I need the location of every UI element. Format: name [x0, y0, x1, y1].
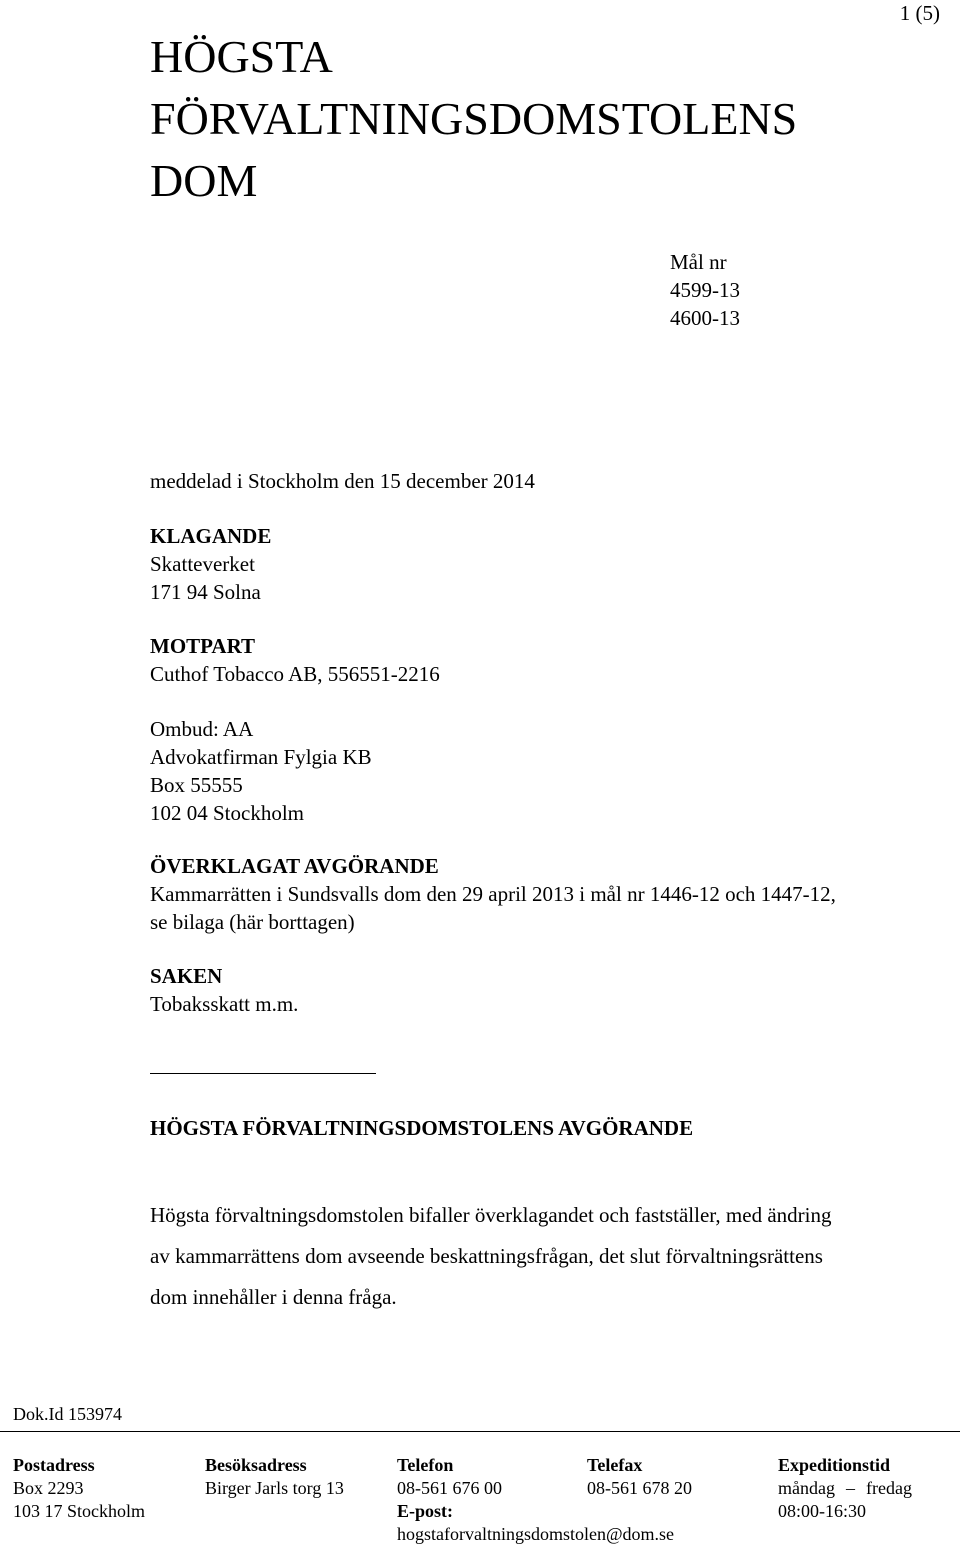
footer-phone-heading: Telefon	[397, 1455, 454, 1475]
footer-hours-days	[778, 1477, 912, 1500]
announcement: meddelad i Stockholm den 15 december 2014	[150, 469, 535, 493]
court-title-line-3: DOM	[150, 155, 258, 206]
case-number-1: 4599-13	[670, 278, 740, 302]
footer-postal-column	[13, 1454, 145, 1523]
representative-line-1: Ombud: AA	[150, 717, 254, 741]
representative-section	[150, 715, 372, 827]
footer-postal-heading: Postadress	[13, 1455, 95, 1475]
document-id: Dok.Id 153974	[13, 1404, 122, 1424]
footer-postal-line-2: 103 17 Stockholm	[13, 1501, 146, 1521]
appellant-name: Skatteverket	[150, 552, 255, 576]
ruling-line-1: Högsta förvaltningsdomstolen bifaller överklagandet och fastställer, med ändring	[150, 1203, 832, 1227]
matter-heading: SAKEN	[150, 964, 223, 988]
ruling-line-2: av kammarrättens dom avseende beskattningsfrågan, det slut förvaltningsrättens	[150, 1244, 823, 1268]
appealed-decision-heading: ÖVERKLAGAT AVGÖRANDE	[150, 854, 439, 878]
ruling-line-3: dom innehåller i denna fråga.	[150, 1285, 397, 1309]
section-separator	[150, 1073, 376, 1074]
appellant-heading: KLAGANDE	[150, 524, 272, 548]
footer-visiting-column	[205, 1454, 344, 1500]
footer-hours-day-to: fredag	[866, 1478, 912, 1498]
court-title-line-1: HÖGSTA	[150, 31, 333, 82]
appealed-decision-line-2: se bilaga (här borttagen)	[150, 910, 355, 934]
footer-visiting-heading: Besöksadress	[205, 1455, 307, 1475]
representative-line-2: Advokatfirman Fylgia KB	[150, 745, 372, 769]
representative-line-4: 102 04 Stockholm	[150, 801, 305, 825]
footer-divider	[0, 1431, 960, 1432]
representative-line-3: Box 55555	[150, 773, 243, 797]
footer-fax-number: 08-561 678 20	[587, 1478, 692, 1498]
case-number-2: 4600-13	[670, 306, 740, 330]
footer-hours-heading: Expeditionstid	[778, 1455, 891, 1475]
footer-email-label: E-post:	[397, 1501, 454, 1521]
counterparty-section	[150, 632, 440, 688]
court-title	[150, 26, 950, 212]
footer-fax-heading: Telefax	[587, 1455, 643, 1475]
case-number-block	[670, 248, 740, 332]
footer-email-link[interactable]: hogstaforvaltningsdomstolen@dom.se	[397, 1524, 675, 1544]
footer-hours-time: 08:00-16:30	[778, 1501, 866, 1521]
appellant-section	[150, 522, 271, 606]
footer-hours-column	[778, 1454, 912, 1523]
ruling-text	[150, 1195, 940, 1318]
appealed-decision-line-1: Kammarrätten i Sundsvalls dom den 29 april 2013 i mål nr 1446-12 och 1447-12,	[150, 882, 836, 906]
counterparty-heading: MOTPART	[150, 634, 256, 658]
page-number: 1 (5)	[899, 1, 940, 25]
appellant-address: 171 94 Solna	[150, 580, 261, 604]
case-number-label: Mål nr	[670, 250, 727, 274]
footer-visiting-line-1: Birger Jarls torg 13	[205, 1478, 344, 1498]
footer-hours-dash: –	[846, 1478, 855, 1498]
appealed-decision-section	[150, 852, 836, 936]
footer-postal-line-1: Box 2293	[13, 1478, 84, 1498]
footer-hours-day-from: måndag	[778, 1478, 835, 1498]
counterparty-name: Cuthof Tobacco AB, 556551-2216	[150, 662, 440, 686]
ruling-heading: HÖGSTA FÖRVALTNINGSDOMSTOLENS AVGÖRANDE	[150, 1116, 694, 1140]
court-title-line-2: FÖRVALTNINGSDOMSTOLENS	[150, 93, 798, 144]
footer-phone-number: 08-561 676 00	[397, 1478, 502, 1498]
matter-text: Tobaksskatt m.m.	[150, 992, 299, 1016]
matter-section	[150, 962, 298, 1018]
footer-fax-column	[587, 1454, 692, 1500]
